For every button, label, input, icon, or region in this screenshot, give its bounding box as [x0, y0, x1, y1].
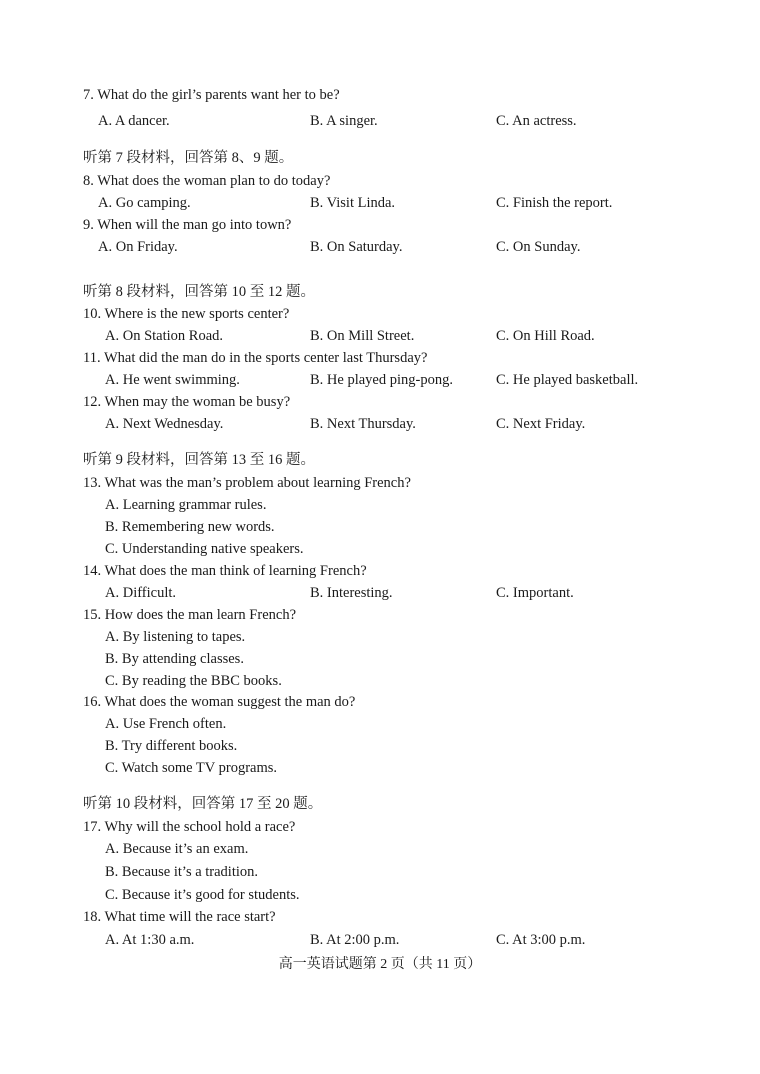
option-11b: B. He played ping-pong. — [310, 372, 453, 388]
question-text: Why will the school hold a race? — [104, 819, 296, 835]
question-text: When will the man go into town? — [97, 217, 292, 233]
option-15a: A. By listening to tapes. — [105, 629, 246, 645]
question-text: What does the woman suggest the man do? — [104, 694, 356, 710]
option-7b: B. A singer. — [310, 113, 378, 129]
question-14 — [83, 562, 367, 580]
option-14c: C. Important. — [496, 585, 574, 601]
option-9a: A. On Friday. — [98, 239, 178, 255]
option-10a: A. On Station Road. — [105, 328, 224, 344]
option-17a: A. Because it’s an exam. — [105, 841, 249, 857]
option-13a: A. Learning grammar rules. — [105, 497, 267, 513]
option-13c: C. Understanding native speakers. — [105, 541, 304, 557]
option-13b: B. Remembering new words. — [105, 519, 275, 535]
question-10 — [83, 305, 289, 323]
option-11c: C. He played basketball. — [496, 372, 639, 388]
question-number: 10. — [83, 306, 102, 322]
section-heading-8: 听第 8 段材料，回答第 10 至 12 题。 — [83, 284, 315, 300]
question-9 — [83, 216, 291, 234]
option-10c: C. On Hill Road. — [496, 328, 595, 344]
section-heading-10: 听第 10 段材料，回答第 17 至 20 题。 — [83, 796, 323, 812]
question-text: Where is the new sports center? — [104, 306, 290, 322]
option-8c: C. Finish the report. — [496, 195, 613, 211]
option-14a: A. Difficult. — [105, 585, 177, 601]
question-11 — [83, 349, 427, 367]
option-14b: B. Interesting. — [310, 585, 393, 601]
option-9b: B. On Saturday. — [310, 239, 403, 255]
option-17b: B. Because it’s a tradition. — [105, 864, 259, 880]
option-18a: A. At 1:30 a.m. — [105, 932, 195, 948]
question-13 — [83, 474, 411, 492]
option-16c: C. Watch some TV programs. — [105, 760, 278, 776]
question-7 — [83, 86, 340, 104]
question-17 — [83, 818, 295, 836]
option-18b: B. At 2:00 p.m. — [310, 932, 400, 948]
question-16 — [83, 693, 355, 711]
section-heading-9: 听第 9 段材料，回答第 13 至 16 题。 — [83, 452, 315, 468]
question-text: What did the man do in the sports center last Thursday? — [103, 350, 428, 366]
option-12c: C. Next Friday. — [496, 416, 586, 432]
page-footer: 高一英语试题第 2 页（共 11 页） — [278, 957, 482, 972]
question-number: 7. — [83, 87, 94, 103]
question-number: 18. — [83, 909, 102, 925]
option-18c: C. At 3:00 p.m. — [496, 932, 586, 948]
question-text: What does the woman plan to do today? — [97, 173, 331, 189]
option-7c: C. An actress. — [496, 113, 577, 129]
option-15b: B. By attending classes. — [105, 651, 244, 667]
question-text: How does the man learn French? — [104, 607, 297, 623]
question-number: 13. — [83, 475, 102, 491]
question-text: When may the woman be busy? — [104, 394, 291, 410]
option-10b: B. On Mill Street. — [310, 328, 415, 344]
question-8 — [83, 172, 330, 190]
option-12b: B. Next Thursday. — [310, 416, 416, 432]
question-number: 12. — [83, 394, 102, 410]
question-number: 11. — [83, 350, 101, 366]
option-8b: B. Visit Linda. — [310, 195, 396, 211]
question-text: What was the man’s problem about learning French? — [104, 475, 411, 491]
option-11a: A. He went swimming. — [105, 372, 240, 388]
question-number: 16. — [83, 694, 102, 710]
question-number: 9. — [83, 217, 94, 233]
option-8a: A. Go camping. — [98, 195, 191, 211]
option-7a: A. A dancer. — [98, 113, 170, 129]
question-15 — [83, 606, 296, 624]
option-16a: A. Use French often. — [105, 716, 227, 732]
option-12a: A. Next Wednesday. — [105, 416, 224, 432]
question-number: 8. — [83, 173, 94, 189]
option-15c: C. By reading the BBC books. — [105, 673, 282, 689]
option-17c: C. Because it’s good for students. — [105, 887, 300, 903]
question-18 — [83, 908, 276, 926]
question-number: 14. — [83, 563, 102, 579]
option-16b: B. Try different books. — [105, 738, 238, 754]
question-number: 17. — [83, 819, 102, 835]
section-heading-7: 听第 7 段材料，回答第 8、9 题。 — [83, 150, 294, 166]
option-9c: C. On Sunday. — [496, 239, 581, 255]
question-12 — [83, 393, 290, 411]
question-text: What do the girl’s parents want her to be? — [97, 87, 340, 103]
question-text: What time will the race start? — [104, 909, 276, 925]
question-number: 15. — [83, 607, 102, 623]
question-text: What does the man think of learning French? — [104, 563, 367, 579]
